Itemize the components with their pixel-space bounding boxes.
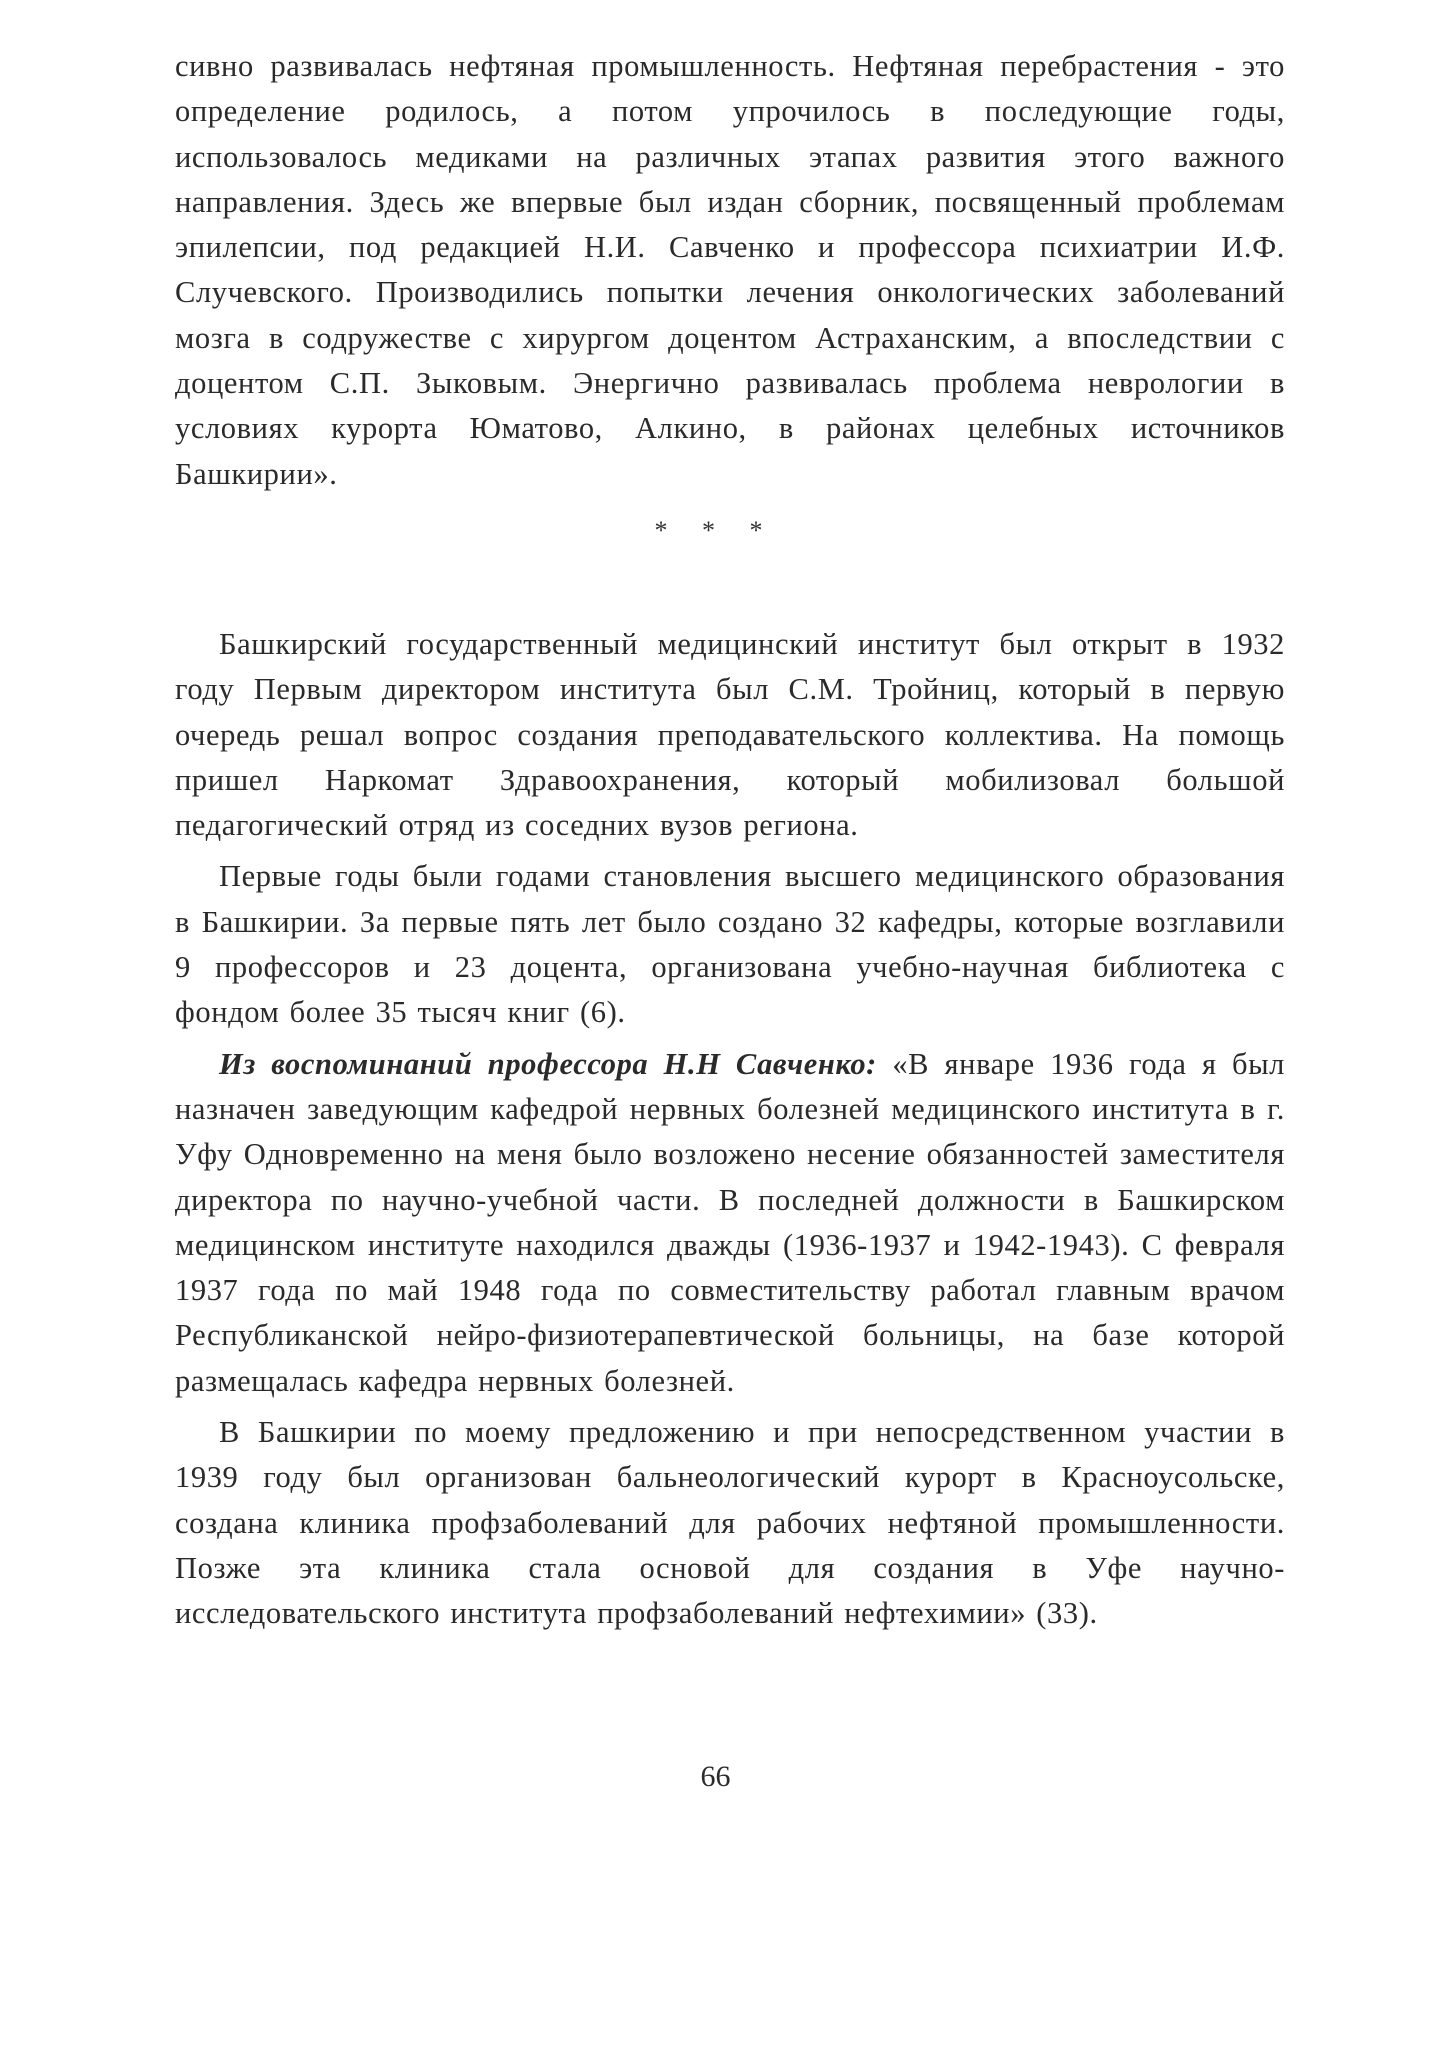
paragraph-first-years: Первые годы были годами становления высшего медицинского образования в Башкирии. За первые пять лет было создано 32 кафедры, которые возглавили 9 профессоров и 23 доцента, организована учебно-научная библиотека с фондом более 35 тысяч книг (6). bbox=[175, 859, 1285, 1030]
continuation-paragraph: сивно развивалась нефтяная промышленность. Нефтяная перебрастения - это определение родилось, а потом упрочилось в последующие годы, использовалось медиками на различных этапах развития этого важного направления. Здесь же впервые был издан сборник, посвященный проблемам эпилепсии, под редакцией Н.И. Савченко и профессора психиатрии И.Ф. Случевского. Производились попытки лечения онкологических заболеваний мозга в содружестве с хирургом доцентом Астраханским, а впоследствии с доцентом С.П. Зыковым. Энергично развивалась проблема неврологии в условиях курорта Юматово, Алкино, в районах целебных источников Башкирии». bbox=[175, 49, 1285, 491]
paragraph-memoir bbox=[175, 1042, 1285, 1404]
memoir-text: «В январе 1936 года я был назначен заведующим кафедрой нервных болезней медицинского института в г. Уфу Одновременно на меня было возложено несение обязанностей заместителя директора по научно-учебной части. В последней должности в Башкирском медицинском институте находился дважды (1936-1937 и 1942-1943). С февраля 1937 года по май 1948 года по совместительству работал главным врачом Республиканской нейро-физиотерапевтической больницы, на базе которой размещалась кафедра нервных болезней. bbox=[175, 1046, 1285, 1398]
top-text-block bbox=[175, 44, 1285, 503]
main-text-block bbox=[175, 622, 1285, 1643]
paragraph-institute-founding: Башкирский государственный медицинский институт был открыт в 1932 году Первым директором института был С.М. Тройниц, который в первую очередь решал вопрос создания преподавательского коллектива. На помощь пришел Наркомат Здравоохранения, который мобилизовал большой педагогический отряд из соседних вузов региона. bbox=[175, 627, 1285, 843]
paragraph-bashkiria-resort: В Башкирии по моему предложению и при непосредственном участии в 1939 году был организован бальнеологический курорт в Красноусольске, создана клиника профзаболеваний для рабочих нефтяной промышленности. Позже эта клиника стала основой для создания в Уфе научно-исследовательского института профзаболеваний нефтехимии» (33). bbox=[175, 1415, 1285, 1631]
section-separator: * * * bbox=[654, 516, 777, 545]
page-number: 66 bbox=[700, 1760, 731, 1793]
memoir-intro: Из воспоминаний профессора Н.Н Савченко: bbox=[219, 1046, 877, 1081]
